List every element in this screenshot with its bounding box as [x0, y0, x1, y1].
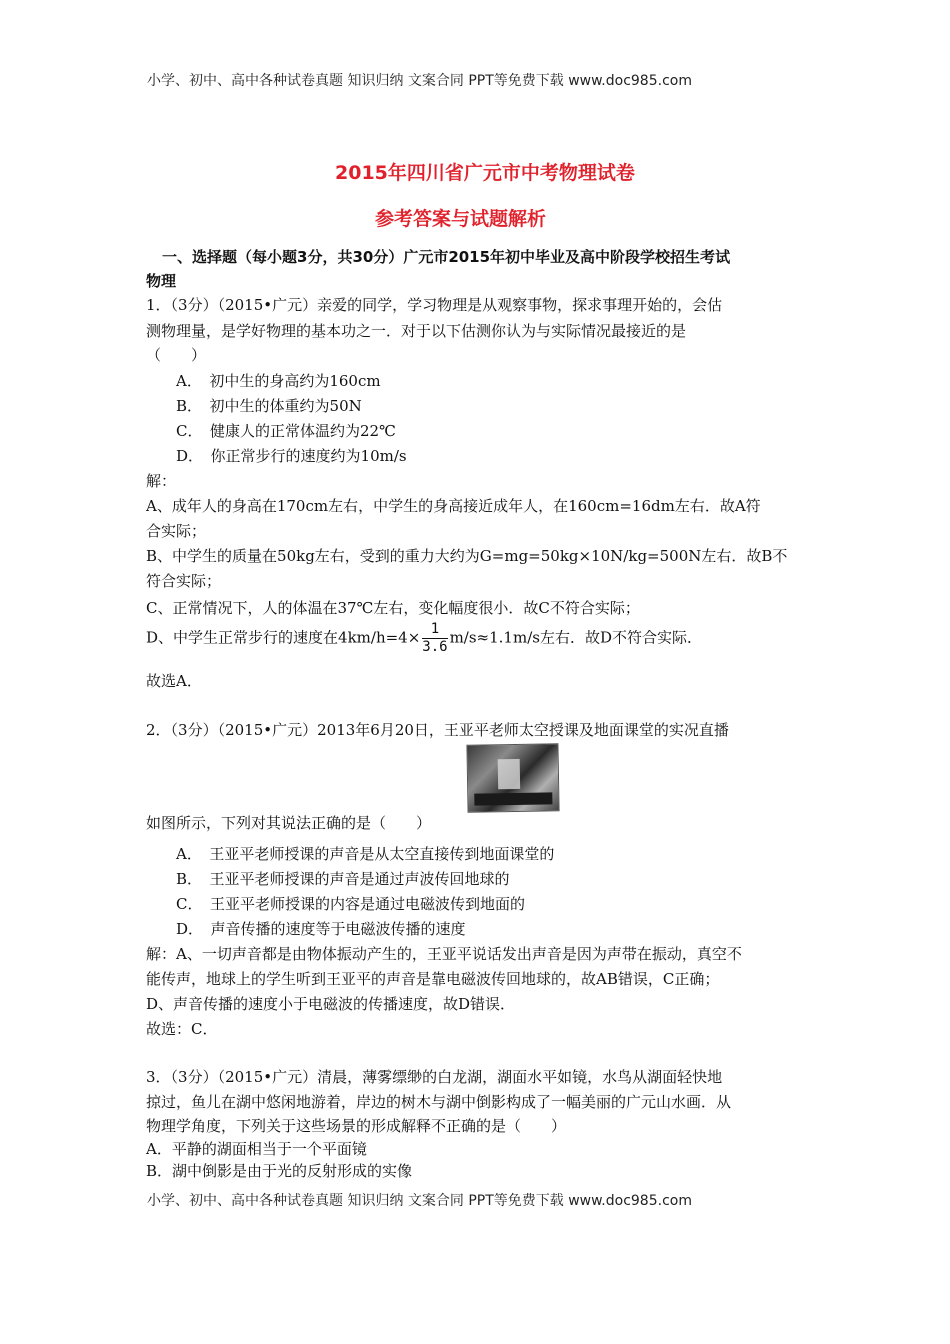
- q1-answer: 故选A．: [146, 672, 202, 690]
- q1-option-a: A． 初中生的身高约为160cm: [176, 372, 381, 390]
- q1-analysis-d-pre: D、中学生正常步行的速度在4km/h=4×: [146, 628, 421, 647]
- q2-solution-line2: 能传声，地球上的学生听到王亚平的声音是靠电磁波传回地球的，故AB错误，C正确；: [146, 970, 720, 988]
- q2-answer: 故选：C．: [146, 1020, 218, 1038]
- q3-stem-line3: 物理学角度，下列关于这些场景的形成解释不正确的是（ ）: [146, 1117, 567, 1135]
- q3-stem-line2: 掠过，鱼儿在湖中悠闲地游着，岸边的树木与湖中倒影构成了一幅美丽的广元山水画．从: [146, 1093, 732, 1111]
- q1-stem-line3: （ ）: [146, 346, 207, 364]
- classroom-photo: [466, 743, 559, 813]
- q1-analysis-c: C、正常情况下，人的体温在37℃左右，变化幅度很小．故C不符合实际；: [146, 599, 640, 617]
- q2-option-b: B． 王亚平老师授课的声音是通过声波传回地球的: [176, 870, 510, 888]
- fraction-denominator: 3.6: [422, 639, 448, 655]
- q3-option-b: B．湖中倒影是由于光的反射形成的实像: [146, 1162, 413, 1180]
- q1-analysis-b1: B、中学生的质量在50kg左右，受到的重力大约为G=mg=50kg×10N/kg=500N左右．故B不: [146, 547, 788, 565]
- q1-analysis-a2: 合实际；: [146, 522, 207, 540]
- section-heading-cont: 物理: [146, 272, 177, 290]
- page-title: 2015年四川省广元市中考物理试卷: [335, 162, 635, 184]
- q1-analysis-a1: A、成年人的身高在170cm左右，中学生的身高接近成年人，在160cm=16dm左右．故A符: [146, 497, 761, 515]
- q1-analysis-b2: 符合实际；: [146, 572, 222, 590]
- q1-analysis-d: [146, 621, 702, 656]
- page-header: 小学、初中、高中各种试卷真题 知识归纳 文案合同 PPT等免费下载 www.doc985.com: [147, 73, 692, 89]
- q2-solution-line1: 解：A、一切声音都是由物体振动产生的，王亚平说话发出声音是因为声带在振动，真空不: [146, 945, 742, 963]
- page-footer: 小学、初中、高中各种试卷真题 知识归纳 文案合同 PPT等免费下载 www.doc985.com: [147, 1193, 692, 1209]
- fraction-numerator: 1: [422, 621, 447, 639]
- section-heading: 一、选择题（每小题3分，共30分）广元市2015年初中毕业及高中阶段学校招生考试: [162, 248, 731, 266]
- q2-option-a: A． 王亚平老师授课的声音是从太空直接传到地面课堂的: [176, 845, 555, 863]
- q1-option-b: B． 初中生的体重约为50N: [176, 397, 362, 415]
- q1-analysis-d-post: m/s≈1.1m/s左右．故D不符合实际．: [449, 628, 702, 647]
- q1-solution-label: 解：: [146, 472, 177, 490]
- page-subtitle: 参考答案与试题解析: [375, 208, 547, 230]
- q1-option-d: D． 你正常步行的速度约为10m/s: [176, 447, 407, 465]
- q1-stem-line2: 测物理量，是学好物理的基本功之一．对于以下估测你认为与实际情况最接近的是: [146, 322, 687, 340]
- q2-option-d: D． 声音传播的速度等于电磁波传播的速度: [176, 920, 466, 938]
- q2-stem-line1: 2．（3分）（2015•广元）2013年6月20日，王亚平老师太空授课及地面课堂的实况直播: [146, 721, 729, 739]
- q2-solution-line3: D、声音传播的速度小于电磁波的传播速度，故D错误．: [146, 995, 516, 1013]
- q3-stem-line1: 3．（3分）（2015•广元）清晨，薄雾缥缈的白龙湖，湖面水平如镜，水鸟从湖面轻快地: [146, 1068, 723, 1086]
- q1-option-c: C． 健康人的正常体温约为22℃: [176, 422, 396, 440]
- speed-fraction: [422, 621, 447, 656]
- q3-option-a: A．平静的湖面相当于一个平面镜: [146, 1140, 367, 1158]
- q2-stem-line2: 如图所示，下列对其说法正确的是（ ）: [146, 814, 432, 832]
- q1-stem-line1: 1．（3分）（2015•广元）亲爱的同学，学习物理是从观察事物，探求事理开始的，会估: [146, 296, 723, 314]
- q2-option-c: C． 王亚平老师授课的内容是通过电磁波传到地面的: [176, 895, 525, 913]
